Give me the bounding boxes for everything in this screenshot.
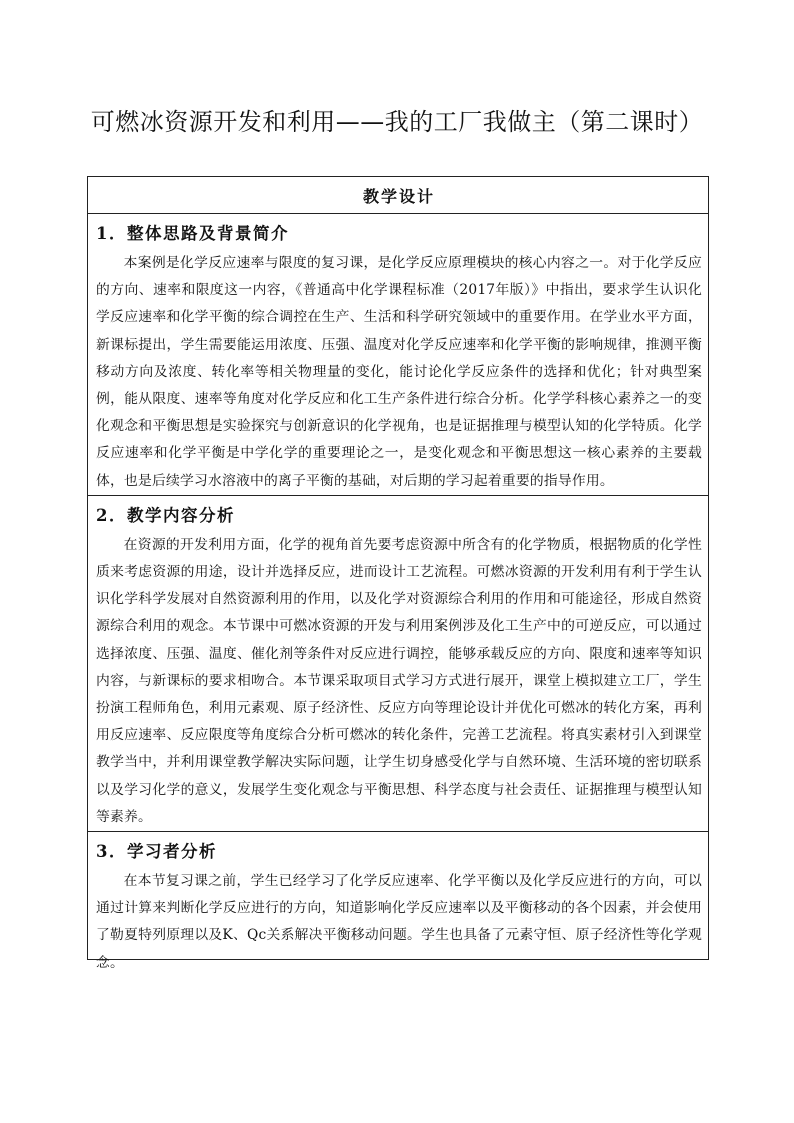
section-body-overview: 本案例是化学反应速率与限度的复习课，是化学反应原理模块的核心内容之一。对于化学反应的方向、速率和限度这一内容，《普通高中化学课程标准（2017年版）》中指出，要求学生认识化学反应速率和化学平衡的综合调控在生产、生活和科学研究领域中的重要作用。在学业水平方面，新课标提出，学生需要能运用浓度、压强、温度对化学反应速率和化学平衡的影响规律，推测平衡移动方向及浓度、转化率等相关物理量的变化，能讨论化学反应条件的选择和优化；针对典型案例，能从限度、速率等角度对化学反应和化工生产条件进行综合分析。化学学科核心素养之一的变化观念和平衡思想是实验探究与创新意识的化学视角，也是证据推理与模型认知的化学特质。化学反应速率和化学平衡是中学化学的重要理论之一，是变化观念和平衡思想这一核心素养的主要载体，也是后续学习水溶液中的离子平衡的基础，对后期的学习起着重要的指导作用。 <box>96 255 702 489</box>
section-heading-overview: 1．整体思路及背景简介 <box>96 224 289 243</box>
section-cell-content-analysis <box>88 495 709 831</box>
table-header: 教学设计 <box>88 177 709 214</box>
learner-analysis-clip <box>96 838 702 971</box>
section-body-content-analysis: 在资源的开发利用方面，化学的视角首先要考虑资源中所含有的化学物质，根据物质的化学性质来考虑资源的用途，设计并选择反应，进而设计工艺流程。可燃冰资源的开发利用有利于学生认识化学科学发展对自然资源利用的作用，以及化学对资源综合利用的作用和可能途径，形成自然资源综合利用的观念。本节课中可燃冰资源的开发与利用案例涉及化工生产中的可逆反应，可以通过选择浓度、压强、温度、催化剂等条件对反应进行调控，能够承载反应的方向、限度和速率等知识内容，与新课标的要求相吻合。本节课采取项目式学习方式进行展开，课堂上模拟建立工厂，学生扮演工程师角色，利用元素观、原子经济性、反应方向等理论设计并优化可燃冰的转化方案，再利用反应速率、反应限度等角度综合分析可燃冰的转化条件，完善工艺流程。将真实素材引入到课堂教学当中，并利用课堂教学解决实际问题，让学生切身感受化学与自然环境、生活环境的密切联系以及学习化学的意义，发展学生变化观念与平衡思想、科学态度与社会责任、证据推理与模型认知等素养。 <box>96 536 702 825</box>
teaching-design-table <box>87 176 709 971</box>
section-cell-overview <box>88 214 709 496</box>
section-cell-learner-analysis <box>88 832 709 971</box>
page-title: 可燃冰资源开发和利用——我的工厂我做主（第二课时） <box>90 108 704 136</box>
section-row-learner-analysis <box>88 832 709 960</box>
section-row-content-analysis <box>88 495 709 831</box>
section-heading-learner-analysis: 3．学习者分析 <box>96 842 217 862</box>
section-heading-content-analysis: 2．教学内容分析 <box>96 505 235 525</box>
section-row-overview <box>88 214 709 496</box>
section-body-learner-analysis: 在本节复习课之前，学生已经学习了化学反应速率、化学平衡以及化学反应进行的方向，可以通过计算来判断化学反应进行的方向，知道影响化学反应速率以及平衡移动的各个因素，并会使用了勒夏特列原理以及K、Qc关系解决平衡移动问题。学生也具备了元素守恒、原子经济性等化学观念。 <box>96 873 702 971</box>
table-header-row <box>88 177 709 214</box>
